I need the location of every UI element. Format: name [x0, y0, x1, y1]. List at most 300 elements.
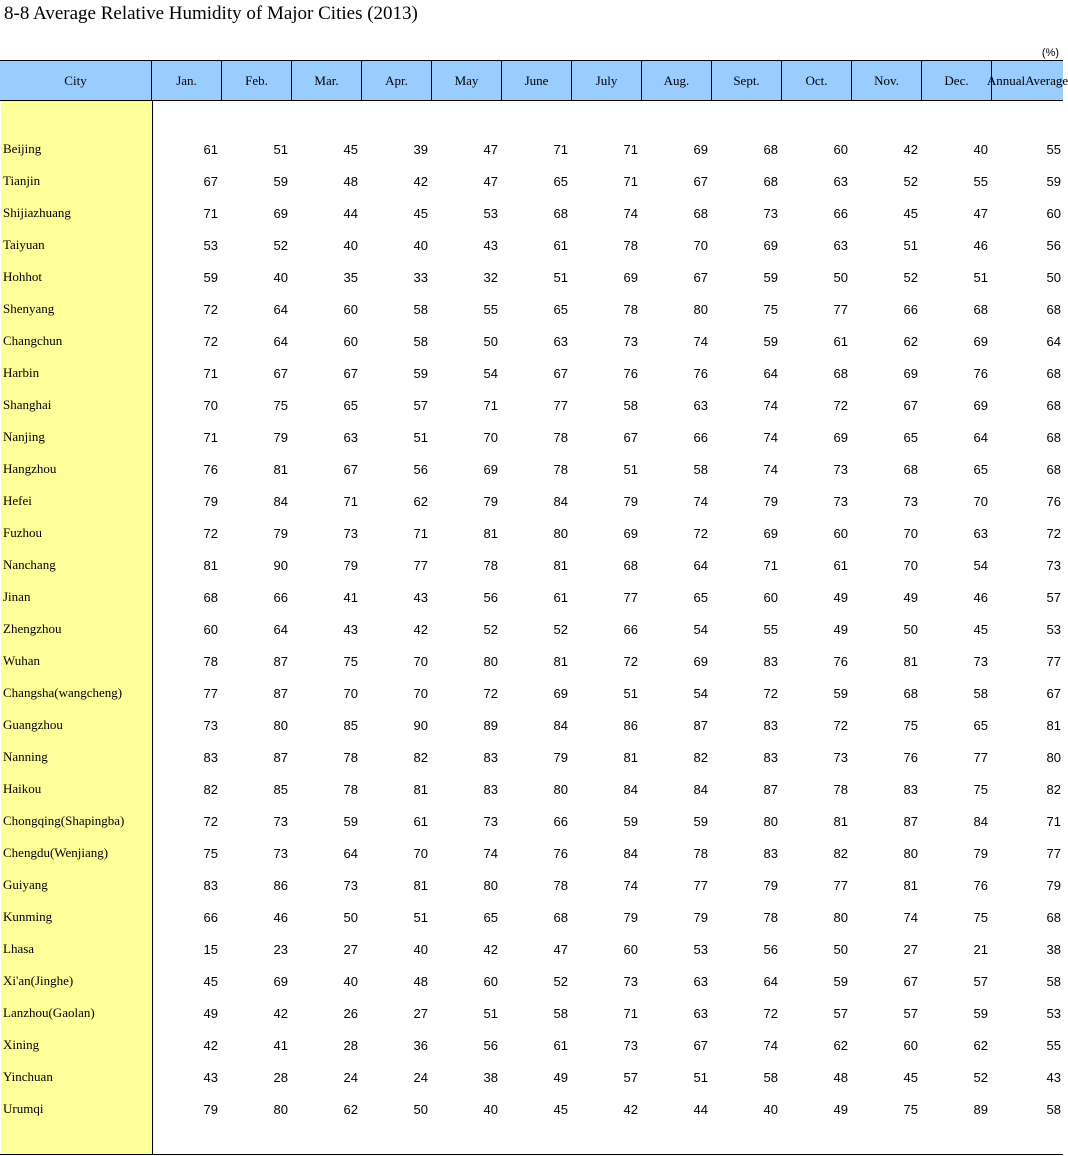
- humidity-cell: 72: [203, 301, 218, 317]
- humidity-cell: 87: [273, 749, 288, 765]
- table-row: [0, 421, 1063, 453]
- humidity-cell: 84: [623, 781, 638, 797]
- humidity-cell: 78: [553, 877, 568, 893]
- humidity-cell: 65: [553, 173, 568, 189]
- annual-average-cell: 67: [1046, 685, 1061, 701]
- city-name: Shijiazhuang: [3, 205, 71, 220]
- humidity-cell: 81: [903, 877, 918, 893]
- humidity-cell: 46: [973, 237, 988, 253]
- humidity-cell: 55: [973, 173, 988, 189]
- humidity-cell: 21: [973, 941, 988, 957]
- city-name: Chongqing(Shapingba): [3, 813, 125, 828]
- humidity-cell: 40: [483, 1101, 498, 1117]
- humidity-cell: 64: [763, 973, 778, 989]
- humidity-cell: 74: [763, 1037, 778, 1053]
- humidity-cell: 51: [623, 461, 638, 477]
- annual-average-cell: 55: [1046, 1037, 1061, 1053]
- humidity-cell: 87: [763, 781, 778, 797]
- annual-average-cell: 71: [1046, 813, 1061, 829]
- humidity-cell: 42: [203, 1037, 218, 1053]
- humidity-cell: 60: [483, 973, 498, 989]
- humidity-cell: 59: [413, 365, 428, 381]
- humidity-cell: 50: [903, 621, 918, 637]
- humidity-cell: 47: [483, 141, 498, 157]
- humidity-cell: 66: [553, 813, 568, 829]
- humidity-cell: 58: [693, 461, 708, 477]
- table-row: [0, 293, 1063, 325]
- humidity-cell: 64: [973, 429, 988, 445]
- humidity-cell: 89: [483, 717, 498, 733]
- humidity-cell: 74: [763, 397, 778, 413]
- humidity-cell: 76: [553, 845, 568, 861]
- humidity-cell: 59: [623, 813, 638, 829]
- humidity-cell: 73: [973, 653, 988, 669]
- humidity-cell: 57: [973, 973, 988, 989]
- table-row: [0, 1061, 1063, 1093]
- humidity-cell: 78: [833, 781, 848, 797]
- humidity-cell: 27: [343, 941, 358, 957]
- humidity-cell: 80: [483, 877, 498, 893]
- table-row: [0, 517, 1063, 549]
- humidity-cell: 69: [273, 973, 288, 989]
- humidity-cell: 63: [973, 525, 988, 541]
- humidity-cell: 74: [483, 845, 498, 861]
- humidity-cell: 81: [413, 781, 428, 797]
- annual-average-cell: 76: [1046, 493, 1061, 509]
- humidity-cell: 75: [903, 1101, 918, 1117]
- humidity-cell: 64: [273, 301, 288, 317]
- humidity-cell: 72: [203, 813, 218, 829]
- humidity-cell: 68: [623, 557, 638, 573]
- annual-average-cell: 56: [1046, 237, 1061, 253]
- humidity-cell: 57: [623, 1069, 638, 1085]
- humidity-cell: 69: [973, 333, 988, 349]
- header-annual-line2: Average: [1025, 72, 1068, 88]
- humidity-cell: 73: [343, 525, 358, 541]
- humidity-cell: 60: [763, 589, 778, 605]
- humidity-cell: 64: [343, 845, 358, 861]
- humidity-cell: 58: [763, 1069, 778, 1085]
- annual-average-cell: 38: [1046, 941, 1061, 957]
- city-name: Urumqi: [3, 1101, 44, 1116]
- humidity-cell: 70: [973, 493, 988, 509]
- table-row: [0, 677, 1063, 709]
- header-month: Feb.: [222, 61, 292, 100]
- humidity-cell: 60: [343, 301, 358, 317]
- humidity-cell: 73: [833, 461, 848, 477]
- humidity-cell: 41: [273, 1037, 288, 1053]
- humidity-cell: 73: [273, 845, 288, 861]
- humidity-cell: 52: [273, 237, 288, 253]
- humidity-cell: 73: [833, 749, 848, 765]
- humidity-cell: 73: [343, 877, 358, 893]
- humidity-cell: 70: [693, 237, 708, 253]
- humidity-cell: 44: [343, 205, 358, 221]
- humidity-cell: 46: [973, 589, 988, 605]
- humidity-cell: 66: [273, 589, 288, 605]
- humidity-cell: 73: [763, 205, 778, 221]
- table-row: [0, 197, 1063, 229]
- humidity-cell: 47: [553, 941, 568, 957]
- city-name: Hefei: [3, 493, 32, 508]
- humidity-cell: 56: [483, 1037, 498, 1053]
- humidity-cell: 69: [763, 237, 778, 253]
- humidity-cell: 45: [203, 973, 218, 989]
- header-month: Aug.: [642, 61, 712, 100]
- humidity-cell: 60: [203, 621, 218, 637]
- table-row: [0, 1029, 1063, 1061]
- table-row: [0, 869, 1063, 901]
- humidity-cell: 54: [973, 557, 988, 573]
- humidity-cell: 42: [413, 173, 428, 189]
- humidity-cell: 83: [763, 749, 778, 765]
- humidity-cell: 78: [343, 781, 358, 797]
- annual-average-cell: 58: [1046, 973, 1061, 989]
- humidity-cell: 45: [903, 205, 918, 221]
- humidity-cell: 53: [203, 237, 218, 253]
- humidity-cell: 39: [413, 141, 428, 157]
- humidity-cell: 85: [343, 717, 358, 733]
- humidity-cell: 71: [203, 429, 218, 445]
- city-name: Beijing: [3, 141, 42, 156]
- humidity-cell: 77: [973, 749, 988, 765]
- humidity-cell: 57: [903, 1005, 918, 1021]
- city-name: Shenyang: [3, 301, 55, 316]
- humidity-cell: 71: [623, 141, 638, 157]
- table-header-row: [0, 60, 1068, 101]
- humidity-cell: 64: [693, 557, 708, 573]
- header-month: Oct.: [782, 61, 852, 100]
- humidity-cell: 69: [693, 653, 708, 669]
- table-row: [0, 709, 1063, 741]
- humidity-cell: 89: [973, 1101, 988, 1117]
- header-month: Nov.: [852, 61, 922, 100]
- humidity-cell: 84: [693, 781, 708, 797]
- table-row: [0, 997, 1063, 1029]
- humidity-cell: 52: [553, 621, 568, 637]
- humidity-cell: 81: [483, 525, 498, 541]
- humidity-cell: 51: [903, 237, 918, 253]
- humidity-cell: 67: [903, 973, 918, 989]
- table-row: [0, 581, 1063, 613]
- humidity-cell: 69: [763, 525, 778, 541]
- table-row: [0, 933, 1063, 965]
- humidity-cell: 68: [763, 173, 778, 189]
- humidity-cell: 78: [343, 749, 358, 765]
- city-name: Harbin: [3, 365, 40, 380]
- humidity-cell: 78: [693, 845, 708, 861]
- humidity-cell: 59: [693, 813, 708, 829]
- humidity-cell: 15: [203, 941, 218, 957]
- humidity-cell: 76: [973, 877, 988, 893]
- annual-average-cell: 68: [1046, 461, 1061, 477]
- city-name: Guangzhou: [3, 717, 63, 732]
- humidity-cell: 72: [623, 653, 638, 669]
- humidity-cell: 45: [413, 205, 428, 221]
- city-name: Nanchang: [3, 557, 56, 572]
- humidity-cell: 69: [553, 685, 568, 701]
- city-name: Hangzhou: [3, 461, 57, 476]
- humidity-cell: 90: [413, 717, 428, 733]
- humidity-cell: 72: [833, 397, 848, 413]
- humidity-cell: 45: [553, 1101, 568, 1117]
- humidity-cell: 67: [343, 365, 358, 381]
- humidity-cell: 47: [483, 173, 498, 189]
- annual-average-cell: 59: [1046, 173, 1061, 189]
- humidity-cell: 54: [693, 621, 708, 637]
- humidity-cell: 58: [553, 1005, 568, 1021]
- humidity-cell: 60: [623, 941, 638, 957]
- humidity-cell: 49: [553, 1069, 568, 1085]
- humidity-cell: 81: [413, 877, 428, 893]
- annual-average-cell: 68: [1046, 429, 1061, 445]
- humidity-cell: 48: [413, 973, 428, 989]
- humidity-cell: 63: [693, 1005, 708, 1021]
- humidity-cell: 83: [483, 781, 498, 797]
- humidity-cell: 36: [413, 1037, 428, 1053]
- humidity-cell: 79: [763, 493, 778, 509]
- humidity-cell: 42: [623, 1101, 638, 1117]
- humidity-cell: 61: [203, 141, 218, 157]
- annual-average-cell: 53: [1046, 621, 1061, 637]
- annual-average-cell: 55: [1046, 141, 1061, 157]
- humidity-cell: 65: [973, 717, 988, 733]
- humidity-cell: 28: [273, 1069, 288, 1085]
- humidity-cell: 71: [413, 525, 428, 541]
- humidity-cell: 62: [413, 493, 428, 509]
- humidity-cell: 69: [623, 269, 638, 285]
- humidity-cell: 64: [273, 333, 288, 349]
- city-name: Lhasa: [3, 941, 35, 956]
- humidity-cell: 76: [973, 365, 988, 381]
- humidity-cell: 68: [973, 301, 988, 317]
- table-row: [0, 133, 1063, 165]
- humidity-cell: 66: [833, 205, 848, 221]
- humidity-cell: 73: [483, 813, 498, 829]
- humidity-cell: 81: [273, 461, 288, 477]
- humidity-cell: 50: [413, 1101, 428, 1117]
- humidity-cell: 60: [343, 333, 358, 349]
- humidity-cell: 62: [903, 333, 918, 349]
- annual-average-cell: 50: [1046, 269, 1061, 285]
- humidity-cell: 87: [273, 653, 288, 669]
- humidity-cell: 77: [833, 877, 848, 893]
- humidity-cell: 59: [763, 333, 778, 349]
- humidity-cell: 77: [553, 397, 568, 413]
- humidity-cell: 73: [203, 717, 218, 733]
- header-month: Sept.: [712, 61, 782, 100]
- table-row: [0, 837, 1063, 869]
- unit-label: (%): [1041, 47, 1059, 59]
- humidity-cell: 43: [343, 621, 358, 637]
- humidity-cell: 80: [553, 525, 568, 541]
- humidity-cell: 52: [973, 1069, 988, 1085]
- table-row: [0, 805, 1063, 837]
- humidity-cell: 53: [483, 205, 498, 221]
- humidity-cell: 42: [413, 621, 428, 637]
- table-row: [0, 965, 1063, 997]
- humidity-cell: 71: [623, 1005, 638, 1021]
- humidity-cell: 80: [553, 781, 568, 797]
- humidity-cell: 68: [553, 205, 568, 221]
- humidity-cell: 52: [483, 621, 498, 637]
- humidity-cell: 50: [483, 333, 498, 349]
- humidity-cell: 23: [273, 941, 288, 957]
- humidity-cell: 79: [973, 845, 988, 861]
- humidity-cell: 46: [273, 909, 288, 925]
- humidity-cell: 76: [833, 653, 848, 669]
- humidity-cell: 77: [833, 301, 848, 317]
- humidity-cell: 74: [763, 461, 778, 477]
- humidity-cell: 68: [833, 365, 848, 381]
- table-row: [0, 741, 1063, 773]
- humidity-cell: 71: [623, 173, 638, 189]
- humidity-cell: 73: [623, 973, 638, 989]
- table-row: [0, 645, 1063, 677]
- humidity-cell: 71: [203, 365, 218, 381]
- humidity-cell: 51: [483, 1005, 498, 1021]
- humidity-cell: 59: [763, 269, 778, 285]
- header-month: Apr.: [362, 61, 432, 100]
- humidity-cell: 81: [833, 813, 848, 829]
- table-row: [0, 453, 1063, 485]
- humidity-cell: 87: [903, 813, 918, 829]
- humidity-cell: 71: [553, 141, 568, 157]
- header-month: Mar.: [292, 61, 362, 100]
- humidity-cell: 81: [903, 653, 918, 669]
- humidity-cell: 72: [763, 685, 778, 701]
- humidity-cell: 74: [693, 493, 708, 509]
- humidity-cell: 50: [833, 941, 848, 957]
- humidity-cell: 49: [833, 621, 848, 637]
- humidity-cell: 70: [203, 397, 218, 413]
- humidity-cell: 77: [693, 877, 708, 893]
- humidity-cell: 43: [203, 1069, 218, 1085]
- table-row: [0, 549, 1063, 581]
- humidity-cell: 51: [623, 685, 638, 701]
- city-name: Yinchuan: [3, 1069, 53, 1084]
- humidity-cell: 64: [273, 621, 288, 637]
- humidity-cell: 62: [343, 1101, 358, 1117]
- humidity-cell: 70: [413, 653, 428, 669]
- page-title: 8-8 Average Relative Humidity of Major Cities (2013): [4, 3, 418, 24]
- table-row: [0, 773, 1063, 805]
- humidity-cell: 24: [413, 1069, 428, 1085]
- humidity-cell: 80: [903, 845, 918, 861]
- humidity-cell: 90: [273, 557, 288, 573]
- humidity-cell: 69: [623, 525, 638, 541]
- annual-average-cell: 64: [1046, 333, 1061, 349]
- humidity-cell: 43: [413, 589, 428, 605]
- humidity-cell: 83: [763, 717, 778, 733]
- humidity-cell: 55: [483, 301, 498, 317]
- header-month: Dec.: [922, 61, 992, 100]
- humidity-cell: 79: [203, 493, 218, 509]
- humidity-cell: 78: [623, 237, 638, 253]
- city-name: Xining: [3, 1037, 40, 1052]
- humidity-cell: 49: [203, 1005, 218, 1021]
- humidity-cell: 61: [413, 813, 428, 829]
- humidity-cell: 68: [553, 909, 568, 925]
- humidity-cell: 52: [903, 269, 918, 285]
- humidity-cell: 78: [553, 461, 568, 477]
- humidity-cell: 76: [623, 365, 638, 381]
- humidity-cell: 61: [553, 237, 568, 253]
- humidity-cell: 42: [903, 141, 918, 157]
- humidity-cell: 79: [693, 909, 708, 925]
- humidity-cell: 67: [903, 397, 918, 413]
- humidity-cell: 83: [903, 781, 918, 797]
- city-name: Nanjing: [3, 429, 45, 444]
- humidity-cell: 49: [833, 589, 848, 605]
- city-name: Kunming: [3, 909, 53, 924]
- humidity-cell: 72: [763, 1005, 778, 1021]
- humidity-cell: 63: [693, 973, 708, 989]
- humidity-cell: 84: [273, 493, 288, 509]
- annual-average-cell: 72: [1046, 525, 1061, 541]
- humidity-cell: 73: [623, 333, 638, 349]
- annual-average-cell: 53: [1046, 1005, 1061, 1021]
- annual-average-cell: 77: [1046, 653, 1061, 669]
- humidity-cell: 58: [413, 301, 428, 317]
- humidity-cell: 51: [973, 269, 988, 285]
- city-name: Nanning: [3, 749, 48, 764]
- humidity-cell: 56: [763, 941, 778, 957]
- humidity-cell: 59: [343, 813, 358, 829]
- table-row: [0, 357, 1063, 389]
- humidity-cell: 79: [343, 557, 358, 573]
- humidity-cell: 40: [763, 1101, 778, 1117]
- humidity-cell: 45: [903, 1069, 918, 1085]
- annual-average-cell: 60: [1046, 205, 1061, 221]
- header-annual-line1: Annual: [986, 72, 1026, 88]
- city-name: Taiyuan: [3, 237, 45, 252]
- humidity-cell: 63: [833, 173, 848, 189]
- humidity-cell: 60: [833, 141, 848, 157]
- city-name: Hohhot: [3, 269, 42, 284]
- humidity-cell: 72: [203, 333, 218, 349]
- humidity-cell: 66: [203, 909, 218, 925]
- humidity-cell: 61: [553, 1037, 568, 1053]
- humidity-cell: 67: [693, 269, 708, 285]
- humidity-cell: 74: [623, 877, 638, 893]
- humidity-cell: 63: [833, 237, 848, 253]
- city-name: Tianjin: [3, 173, 41, 188]
- humidity-cell: 24: [343, 1069, 358, 1085]
- annual-average-cell: 81: [1046, 717, 1061, 733]
- humidity-cell: 67: [553, 365, 568, 381]
- humidity-cell: 75: [903, 717, 918, 733]
- humidity-cell: 83: [483, 749, 498, 765]
- annual-average-cell: 80: [1046, 749, 1061, 765]
- humidity-cell: 75: [973, 781, 988, 797]
- humidity-cell: 79: [203, 1101, 218, 1117]
- humidity-cell: 55: [763, 621, 778, 637]
- humidity-cell: 80: [833, 909, 848, 925]
- humidity-cell: 60: [833, 525, 848, 541]
- humidity-cell: 67: [623, 429, 638, 445]
- humidity-cell: 71: [343, 493, 358, 509]
- humidity-cell: 80: [273, 717, 288, 733]
- humidity-cell: 68: [203, 589, 218, 605]
- humidity-cell: 57: [833, 1005, 848, 1021]
- humidity-cell: 81: [623, 749, 638, 765]
- humidity-cell: 28: [343, 1037, 358, 1053]
- humidity-cell: 58: [973, 685, 988, 701]
- humidity-cell: 75: [273, 397, 288, 413]
- humidity-cell: 72: [483, 685, 498, 701]
- annual-average-cell: 43: [1046, 1069, 1061, 1085]
